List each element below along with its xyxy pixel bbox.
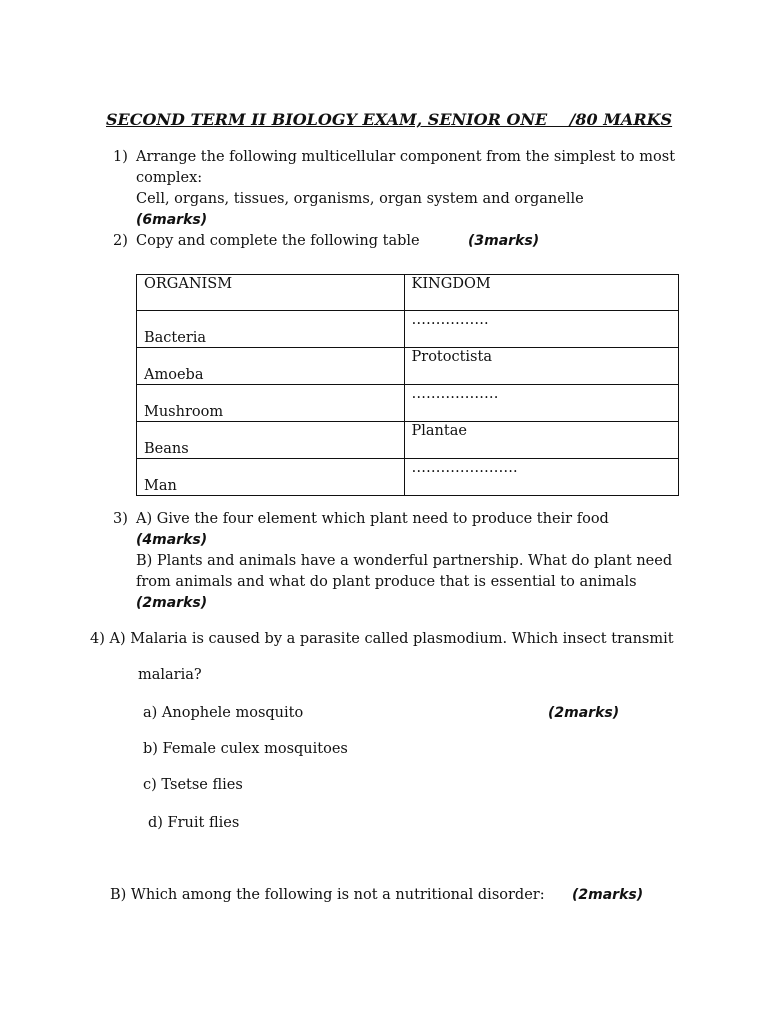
q2-marks: (3marks)	[468, 233, 540, 249]
q4-b-marks: (2marks)	[572, 887, 644, 903]
kingdom-table	[136, 274, 679, 496]
kingdom-value: Protoctista	[411, 349, 492, 365]
kingdom-value: Plantae	[411, 423, 467, 439]
q1-marks: (6marks)	[136, 212, 208, 228]
table-header-cell	[404, 275, 679, 311]
q3-b-marks: (2marks)	[136, 595, 208, 611]
q2-number: 2)	[113, 233, 128, 249]
exam-title: SECOND TERM II BIOLOGY EXAM, SENIOR ONE /80 MARKS	[106, 110, 673, 129]
kingdom-value: …………….	[411, 312, 489, 328]
q2-text: Copy and complete the following table	[136, 233, 420, 249]
q4-option-c: c) Tsetse flies	[143, 777, 243, 793]
q4-option-d: d) Fruit flies	[148, 815, 240, 831]
kingdom-value: ………………	[411, 386, 499, 402]
q1-line-1: Arrange the following multicellular component from the simplest to most	[136, 149, 676, 165]
q3-b-line-1: B) Plants and animals have a wonderful partnership. What do plant need	[136, 553, 673, 569]
q1-line-3: Cell, organs, tissues, organisms, organ system and organelle	[136, 191, 584, 207]
organism-value: Bacteria	[144, 330, 207, 346]
kingdom-cell	[404, 422, 679, 459]
q4-option-a: a) Anophele mosquito	[143, 705, 304, 721]
kingdom-value: ………………….	[411, 460, 518, 476]
kingdom-cell	[404, 311, 679, 348]
organism-cell	[137, 311, 405, 348]
table-header-row	[137, 275, 679, 311]
organism-value: Mushroom	[144, 404, 224, 420]
organism-value: Beans	[144, 441, 189, 457]
kingdom-header: KINGDOM	[411, 276, 491, 292]
q4-a-line-2: malaria?	[138, 667, 202, 683]
kingdom-cell	[404, 459, 679, 496]
q1-line-2: complex:	[136, 170, 203, 186]
q4-a-line-1: 4) A) Malaria is caused by a parasite called plasmodium. Which insect transmit	[90, 631, 674, 647]
organism-value: Amoeba	[144, 367, 204, 383]
table-row	[137, 459, 679, 496]
kingdom-cell	[404, 348, 679, 385]
table-row	[137, 385, 679, 422]
q4-b-text: B) Which among the following is not a nutritional disorder:	[110, 887, 545, 903]
organism-cell	[137, 348, 405, 385]
organism-header: ORGANISM	[144, 276, 233, 292]
organism-cell	[137, 385, 405, 422]
q3-a-text: A) Give the four element which plant need to produce their food	[136, 511, 609, 527]
q3-a-marks: (4marks)	[136, 532, 208, 548]
table-row	[137, 311, 679, 348]
table-header-cell	[137, 275, 405, 311]
q3-number: 3)	[113, 511, 128, 527]
q1-number: 1)	[113, 149, 128, 165]
organism-cell	[137, 459, 405, 496]
table-row	[137, 422, 679, 459]
organism-value: Man	[144, 478, 177, 494]
kingdom-cell	[404, 385, 679, 422]
q3-b-line-2: from animals and what do plant produce that is essential to animals	[136, 574, 637, 590]
q4-option-b: b) Female culex mosquitoes	[143, 741, 348, 757]
table-row	[137, 348, 679, 385]
organism-cell	[137, 422, 405, 459]
q4-a-marks: (2marks)	[548, 705, 620, 721]
